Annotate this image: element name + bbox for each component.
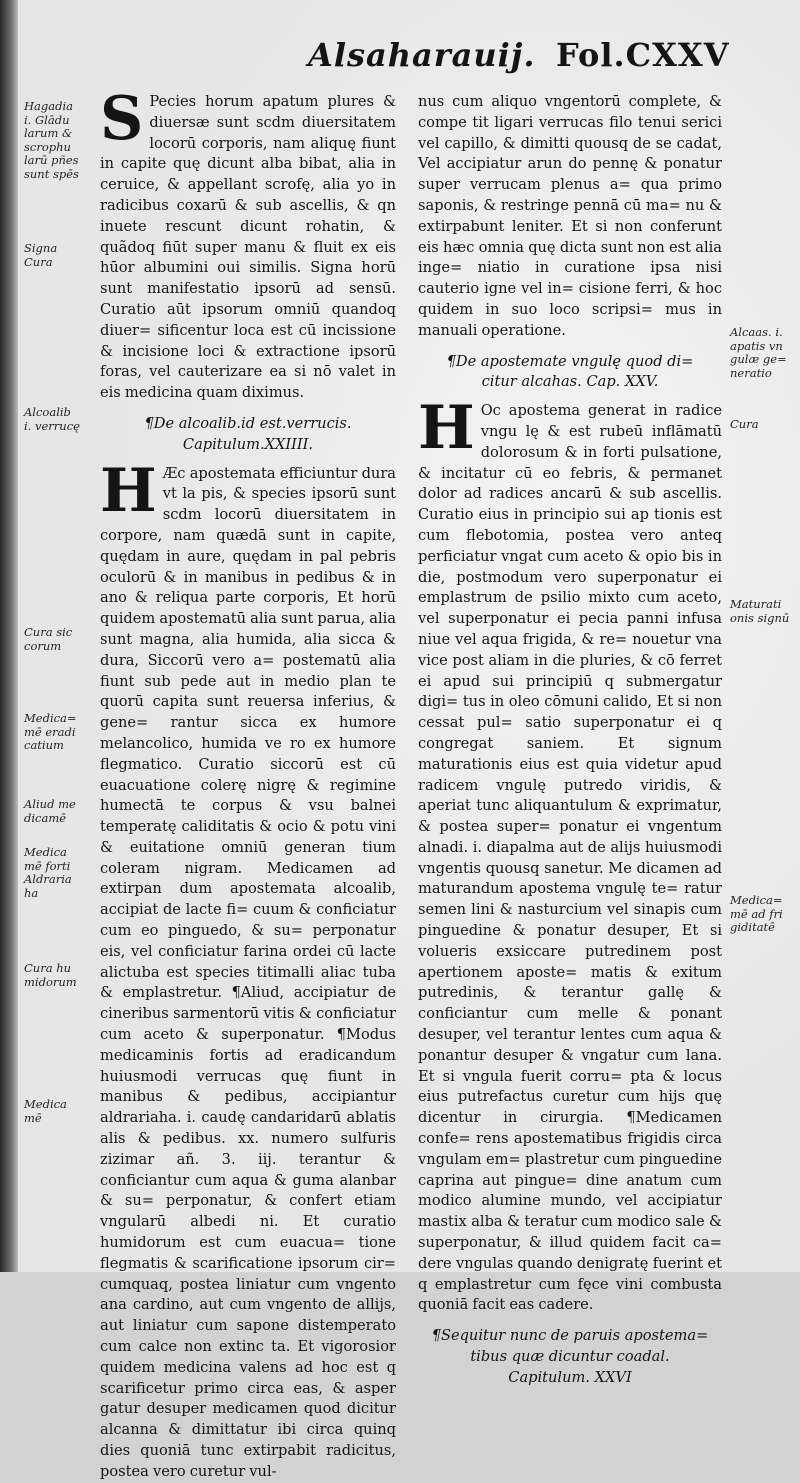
- margin-note-cura-right: Cura: [730, 417, 759, 431]
- paragraph-continuation: nus cum aliquo vngentorū complete, & compe tit ligari verrucas filo tenui serici vel capillo, & dimitti quousq de se cadat, Vel accipiatur arun do pennę & ponatur super verrucam plenus a= qua primo saponis, & restringe pennā cū ma= nu & extirpabunt leniter. Et si non conferunt eis hæc omnia quę dicta sunt non est alia inge= niatio in curatione ipsa nisi cauterio igne vel in= cisione ferri, & hoc quidem in suo loco scripsi= mus in manuali operatione.: [418, 93, 722, 339]
- drop-capital: H: [418, 393, 475, 464]
- folio-number: Fol.CXXV: [556, 36, 730, 74]
- margin-note-alcaas: Alcaas. i. apatis vn gulæ ge= neratio: [730, 325, 787, 380]
- chapter-heading-line: Capitulum. XXVI: [508, 1368, 632, 1386]
- chapter-heading-line: tibus quæ dicuntur coadal.: [470, 1348, 670, 1366]
- chapter-heading-line: ¶De apostemate vngulę quod di=: [446, 352, 694, 370]
- chapter-heading-line: ¶De alcoalib.id est.verrucis.: [144, 414, 352, 432]
- chapter-heading-xxv: [418, 352, 722, 394]
- drop-capital: H: [100, 455, 157, 526]
- drop-capital: S: [100, 84, 144, 154]
- chapter-heading-line: citur alcahas. Cap. XXV.: [481, 373, 659, 391]
- right-text-column: [418, 92, 722, 1397]
- margin-note-hagadia: Hagadia i. Glādu larum & scrophu larū pñes sunt spēs: [24, 99, 79, 181]
- chapter-heading-xxiiii: [100, 414, 396, 456]
- margin-note-medicamen: Medica mē: [24, 1097, 67, 1125]
- paragraph-haec-apostemata: [100, 455, 396, 1483]
- margin-note-cura-humidorum: Cura hu midorum: [24, 961, 77, 989]
- paragraph-hoc-apostema: [418, 393, 722, 1316]
- chapter-heading-xxvi: [418, 1326, 722, 1388]
- margin-note-medicamen-forti: Medica mē forti Aldraria ha: [24, 845, 72, 900]
- left-text-column: [100, 84, 396, 1483]
- paragraph-text: Pecies horum apatum plures & diuersæ sunt scdm diuersitatem locorū corporis, nam aliquę fiunt in capite quę dicunt alba bibat, alia in ceruice, & appellant scrofę, alia yo in radicibus coxarū & sub ascellis, & qn inuete rescunt dicunt rohatin, & quãdoq fiūt super manu & fluit ex eis hūor albumini oui similis. Signa horū sunt manifestatio ipsorū ad sensū. Curatio aūt ipsorum omniū quandoq diuer= sificentur loca est cū incissione & incisione loci & extractione ipsorū foras, vel cauterizare ea si nō valet in eis medicina quam diximus.: [100, 93, 396, 402]
- margin-note-medicamen-frigiditate: Medica= mē ad fri giditatē: [730, 893, 783, 934]
- running-title: Alsaharauij.: [308, 36, 536, 74]
- margin-note-maturationis-signum: Maturati onis signū: [730, 597, 790, 625]
- margin-note-alcoalib: Alcoalib i. verrucę: [24, 405, 80, 433]
- margin-note-cura-siccorum: Cura sic corum: [24, 625, 73, 653]
- book-binding-shadow: [0, 0, 18, 1272]
- margin-note-aliud-medicamen: Aliud me dicamē: [24, 797, 76, 825]
- chapter-heading-line: Capitulum.XXIIII.: [182, 435, 314, 453]
- margin-note-signa-cura: Signa Cura: [24, 241, 58, 269]
- book-page: [18, 0, 800, 1480]
- paragraph-species: [100, 84, 396, 404]
- paragraph-text: Oc apostema generat in radice vngu lę & est rubeū inflāmatū dolorosum & in forti pulsatione, & incitatur cū eo febris, & permanet dolor ad radices ancarū & sub ascellis. Curatio eius in principio sui ap tionis est cum flebotomia, postea vero anteq perficiatur vngat cum aceto & opio bis in die, postmodum vero superponatur ei emplastrum de psilio mixto cum aceto, vel superponatur ei pecia panni infusa niue vel aqua frigida, & re= nouetur vna vice post aliam in die pluries, & cō ferret ei apud sui principiū q submergatur digi= tus in oleo cōmuni calido, Et si non cessat pul= satio superponatur ei q congregat saniem. Et signum maturationis eius est quia videtur apud radicem vngulę putredo viridis, & aperiat tunc aliquantulum & exprimatur, & postea super= ponatur ei vngentum alnadi. i. diapalma aut de alijs huiusmodi vngentis quousq sanetur. Me dicamen ad maturandum apostema vngulę te= ratur semen lini & nasturcium vel sinapis cum pinguedine & ponatur desuper, Et si volueris exsiccare putredinem post apertionem aposte= matis & exitum putredinis, & terantur gallę & conficiantur cum melle & ponant desuper, vel terantur lentes cum aqua & ponantur desuper & vngatur cum lana. Et si vngula fuerit corru= pta & locus eius putrefactus curetur cum hijs quę dicentur in cirurgia. ¶Medicamen confe= rens apostematibus frigidis circa vngulam em= plastretur cum pinguedine caprina aut pingue= dine anatum cum modico alumine mundo, vel accipiatur mastix alba & teratur cum modico sale & superponatur, & illud quidem facit ca= dere vngulas quando denigratę fuerint et q emplastretur cum fęce vini combusta quoniā facit eas cadere.: [418, 402, 722, 1314]
- paragraph-text: Æc apostemata efficiuntur dura vt la pis, & species ipsorū sunt scdm locorū diuersitatem in corpore, nam quædā sunt in capite, quędam in aure, quędam in pal pebris oculorū & in manibus in pedibus & in ano & reliqua parte corporis, Et horū quidem apostematū alia sunt parua, alia sunt magna, alia humida, alia sicca & dura, Siccorū vero a= postematū alia fiunt sub pede aut in medio plan te quorū capita sunt reuersa inferius, & gene= rantur sicca ex humore melancolico, humida ve ro ex humore flegmatico. Curatio siccorū est cū euacuatione colerę nigrę & regimine humectā te corpus & vsu balnei temperatę caliditatis & ocio & potu vini & euitatione omniū generan tium coleram nigram. Medicamen ad extirpan dum apostemata alcoalib, accipiat de lacte fi= cuum & conficiatur cum eo pinguedo, & su= perponatur eis, vel conficiatur farina ordei cū lacte alictuba est species titimalli aliac tuba & emplastretur. ¶Aliud, accipiatur de cineribus sarmentorū vitis & conficiatur cum aceto & superponatur. ¶Modus medicaminis fortis ad eradicandum huiusmodi verrucas quę fiunt in manibus & pedibus, accipiantur aldrariaha. i. caudę candaridarū ablatis alis & pedibus. xx. numero sulfuris zizimar añ. 3. iij. terantur & conficiantur cum aqua & guma alanbar & su= perponatur, & confert etiam vngularū albedi ni. Et curatio humidorum est cum euacua= tione flegmatis & scarificatione ipsorum cir= cumquaq, postea liniatur cum vngento ana cardino, aut cum vngento de allijs, aut liniatur cum sapone distemperato cum calce non extinc ta. Et vigorosior quidem medicina valens ad hoc est q scarificetur primo circa eas, & asper gatur desuper medicamen quod dicitur alcanna & dimittatur ibi circa quinq dies quoniā tunc extirpabit radicitus, postea vero curetur vul-: [100, 464, 396, 1480]
- chapter-heading-line: ¶Sequitur nunc de paruis apostema=: [431, 1327, 709, 1345]
- margin-note-medicamen-eradicatium: Medica= mē eradi catium: [24, 711, 77, 752]
